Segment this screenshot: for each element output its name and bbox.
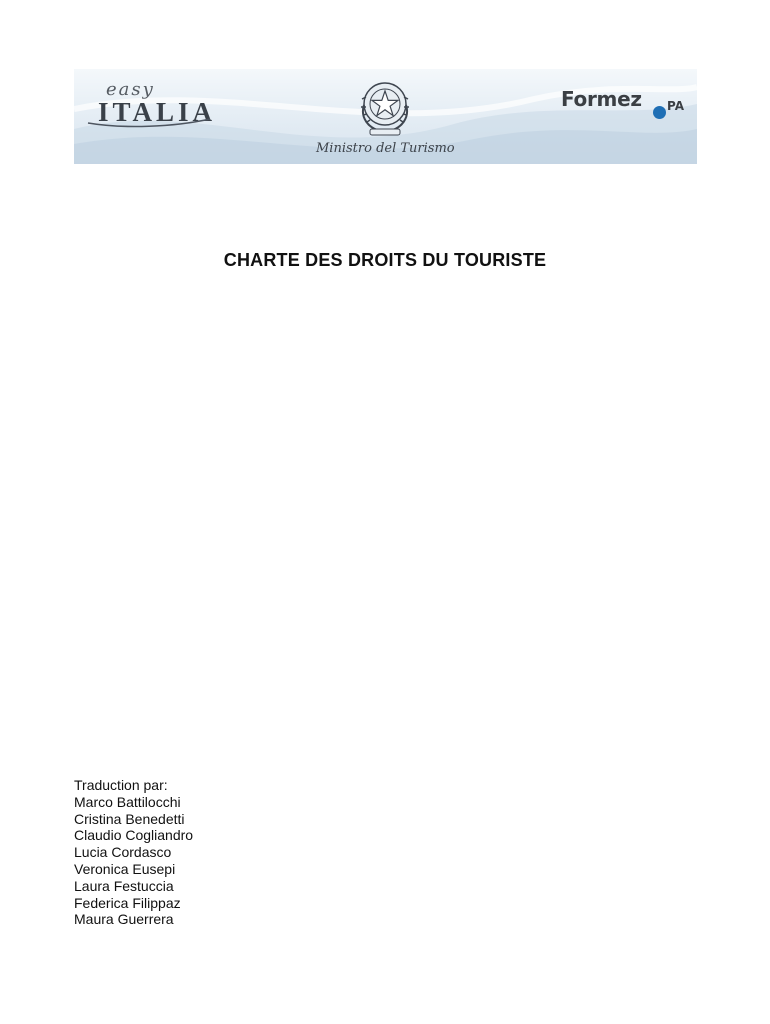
formez-pa-logo — [561, 87, 691, 123]
translator-name: Claudio Cogliandro — [74, 827, 194, 844]
translation-credits — [74, 777, 193, 928]
header-banner — [74, 69, 697, 164]
logo-italia-text: ITALIA — [98, 97, 217, 127]
translator-name: Veronica Eusepi — [74, 860, 176, 877]
translator-name: Cristina Benedetti — [74, 810, 185, 827]
logo-easy-text: easy — [106, 79, 155, 100]
credits-heading: Traduction par: — [74, 777, 168, 793]
translator-name: Lucia Cordasco — [74, 844, 172, 861]
ministry-name: Ministro del Turismo — [316, 141, 455, 156]
document-title: CHARTE DES DROITS DU TOURISTE — [223, 250, 547, 270]
easy-italia-logo — [84, 75, 217, 135]
logo-swoosh — [84, 115, 214, 129]
formez-dot-icon — [653, 106, 666, 119]
translator-name: Maura Guerrera — [74, 911, 174, 928]
formez-pa-text: PA — [667, 99, 684, 113]
translator-name: Federica Filippaz — [74, 894, 181, 911]
formez-text: Formez — [561, 87, 642, 111]
translator-name: Laura Festuccia — [74, 877, 174, 894]
italian-republic-emblem-icon — [352, 75, 418, 139]
translator-name: Marco Battilocchi — [74, 793, 181, 810]
